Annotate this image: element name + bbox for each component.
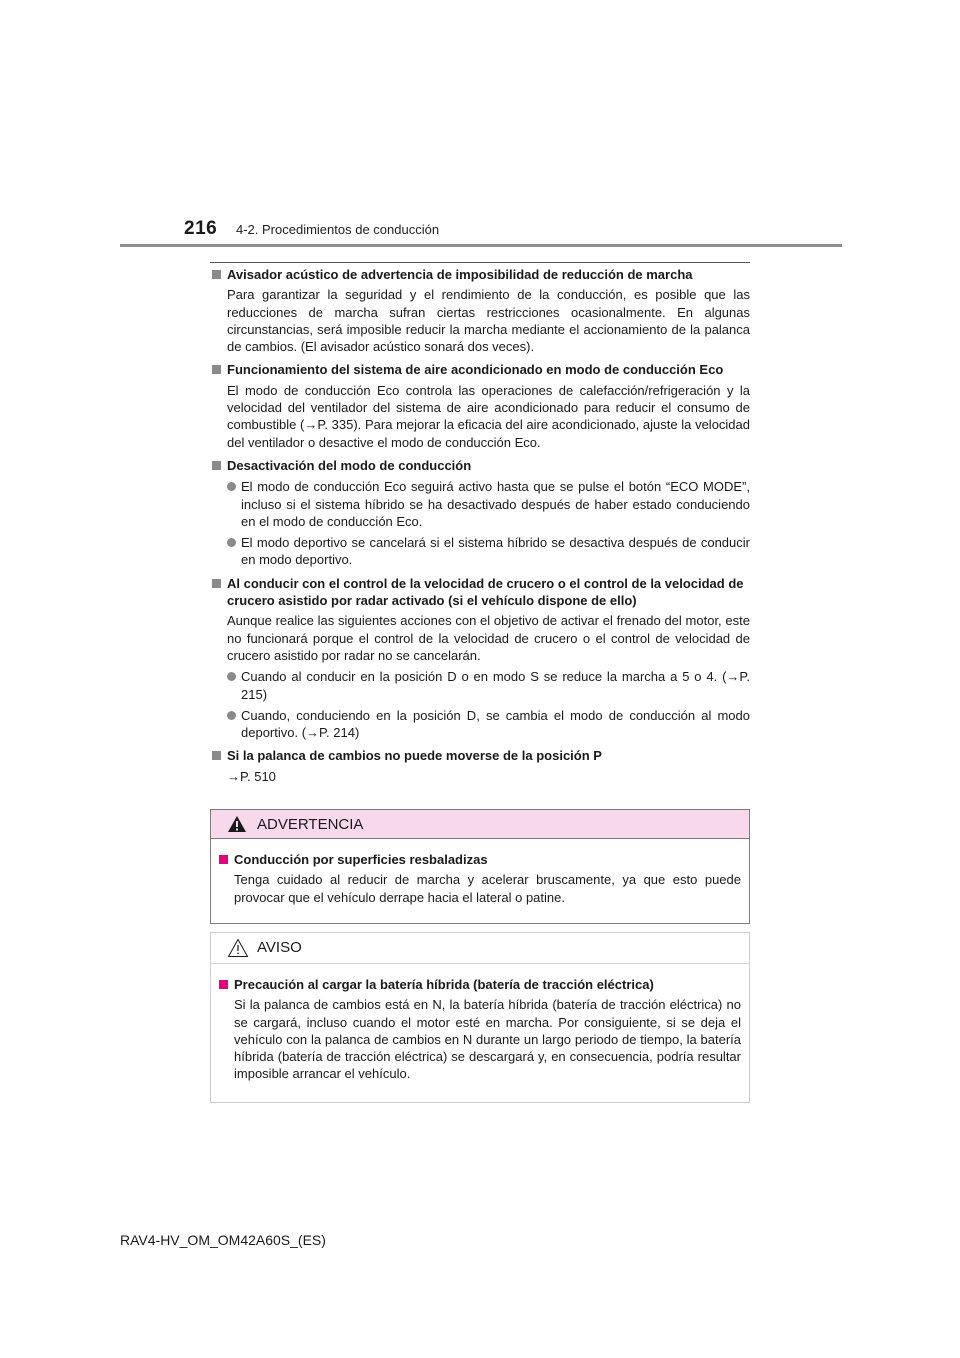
- section-heading-text: Avisador acústico de advertencia de imposibilidad de reducción de marcha: [227, 267, 693, 282]
- page-reference-link[interactable]: →P. 510: [227, 768, 276, 784]
- notice-heading-text: Precaución al cargar la batería híbrida (batería de tracción eléctrica): [234, 977, 654, 992]
- notice-body: [211, 964, 749, 1083]
- section-heading: [210, 361, 750, 378]
- square-bullet-icon: [212, 270, 221, 279]
- section-heading-text: Si la palanca de cambios no puede moverse de la posición P: [227, 748, 602, 764]
- notice-box: [210, 932, 750, 1103]
- round-bullet-icon: [227, 482, 236, 491]
- warning-heading-text: Conducción por superficies resbaladizas: [234, 852, 488, 867]
- section-paragraph: Para garantizar la seguridad y el rendimiento de la conducción, es posible que las reducciones de marcha sufran ciertas restricciones ocasionalmente. En algunas circunstancias, será imposible reducir la marcha mediante el accionamiento de la palanca de cambios. (El avisador acústico sonará dos veces).: [227, 287, 750, 355]
- warning-triangle-icon: [227, 815, 247, 833]
- square-bullet-icon: [212, 751, 221, 760]
- list-item: [210, 668, 750, 703]
- list-item: [210, 707, 750, 742]
- round-bullet-icon: [227, 711, 236, 720]
- chapter-title: 4-2. Procedimientos de conducción: [236, 222, 440, 237]
- warning-box: [210, 809, 750, 924]
- page-number: 216: [184, 218, 218, 239]
- caution-triangle-icon: [227, 938, 249, 958]
- notice-text: Si la palanca de cambios está en N, la batería híbrida (batería de tracción eléctrica) no se cargará, incluso cuando el motor esté en marcha. Por consiguiente, si se deja el vehículo con la palanca de cambios en N durante un largo periodo de tiempo, la batería híbrida (batería de tracción eléctrica) se descargará y, en consecuencia, podría resultar imposible arrancar el vehículo.: [234, 997, 741, 1082]
- content-top-rule: [210, 262, 750, 263]
- warning-text: Tenga cuidado al reducir de marcha y acelerar bruscamente, ya que esto puede provocar que el vehículo derrape hacia el lateral o patine.: [234, 872, 741, 905]
- notice-title: AVISO: [257, 939, 302, 956]
- square-bullet-icon: [212, 461, 221, 470]
- warning-header: [211, 810, 749, 839]
- warning-body: [211, 839, 749, 906]
- section-heading-text: Desactivación del modo de conducción: [227, 457, 472, 473]
- list-item: [210, 478, 750, 530]
- section-heading-text: Al conducir con el control de la velocidad de crucero o el control de la velocidad de crucero asistido por radar activado (si el vehículo dispone de ello): [227, 575, 744, 609]
- section-heading: [210, 747, 750, 764]
- list-item-text: Cuando al conducir en la posición D o en modo S se reduce la marcha a 5 o 4. (→P. 215): [241, 669, 750, 702]
- section-paragraph: Aunque realice las siguientes acciones con el objetivo de activar el frenado del motor, este no funcionará porque el control de la velocidad de crucero o el control de velocidad de crucero asistido por radar no se cancelarán.: [227, 613, 750, 663]
- list-item-text: Cuando, conduciendo en la posición D, se cambia el modo de conducción al modo deportivo. (→P. 214): [241, 707, 750, 741]
- main-content: [210, 266, 750, 785]
- list-item-text: El modo deportivo se cancelará si el sistema híbrido se desactiva después de conducir en modo deportivo.: [241, 535, 750, 568]
- footer-doc-code: RAV4-HV_OM_OM42A60S_(ES): [120, 1232, 326, 1248]
- list-item-text: El modo de conducción Eco seguirá activo hasta que se pulse el botón “ECO MODE”, incluso si el sistema híbrido se ha desactivado después de haber estado conduciendo en el modo de conducción Eco.: [241, 479, 750, 529]
- square-bullet-icon: [219, 980, 228, 989]
- section-heading-text: Funcionamiento del sistema de aire acondicionado en modo de conducción Eco: [227, 362, 724, 378]
- header-rule: [120, 244, 842, 247]
- warning-heading: [217, 851, 741, 868]
- list-item: [210, 534, 750, 569]
- round-bullet-icon: [227, 672, 236, 681]
- square-bullet-icon: [219, 855, 228, 864]
- notice-header: [211, 933, 749, 964]
- section-paragraph: El modo de conducción Eco controla las operaciones de calefacción/refrigeración y la velocidad del ventilador del sistema de aire acondicionado para reducir el consumo de combustible (→P. 335). Para mejorar la eficacia del aire acondicionado, ajuste la velocidad del ventilador o desactive el modo de conducción Eco.: [227, 382, 750, 450]
- square-bullet-icon: [212, 365, 221, 374]
- square-bullet-icon: [212, 579, 221, 588]
- round-bullet-icon: [227, 538, 236, 547]
- section-heading: [210, 575, 750, 610]
- section-heading: [210, 266, 750, 283]
- notice-heading: [217, 976, 741, 993]
- section-heading: [210, 457, 750, 474]
- warning-title: ADVERTENCIA: [257, 816, 364, 833]
